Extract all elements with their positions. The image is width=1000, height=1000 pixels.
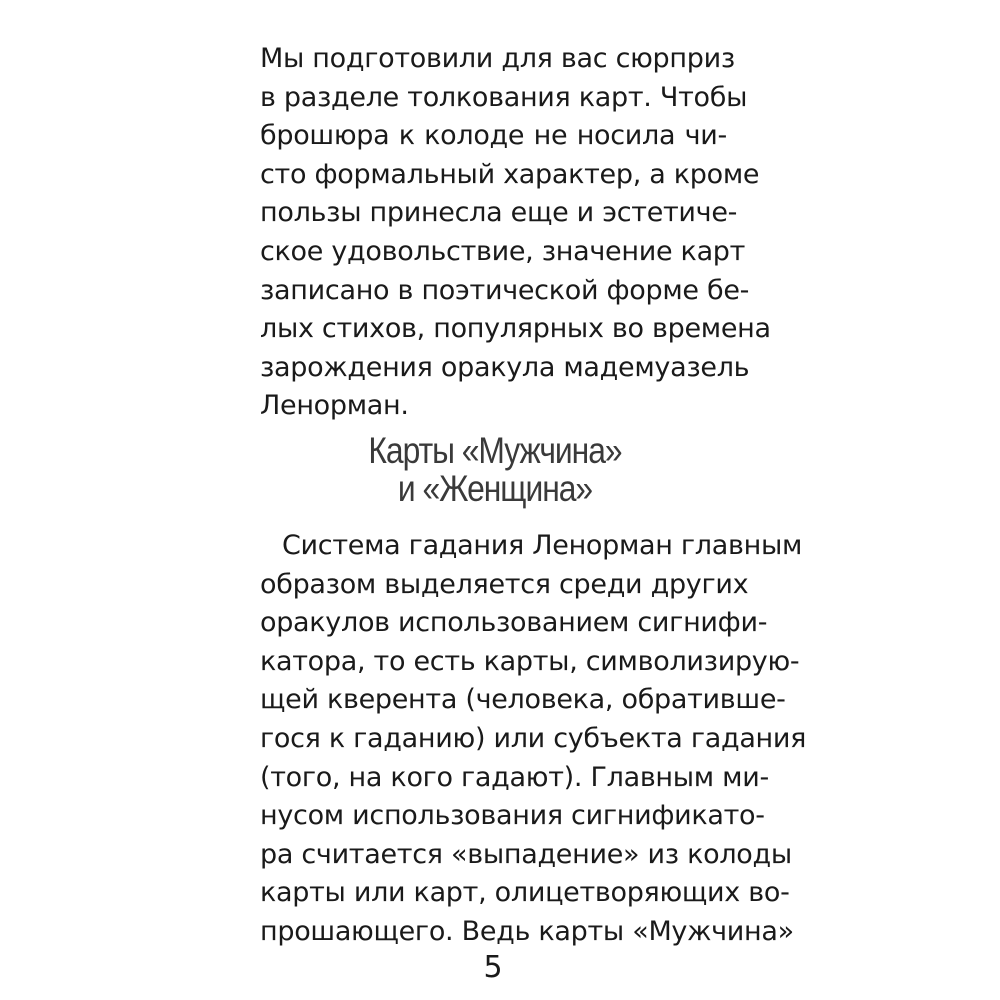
text-line: зарождения оракула мадемуазель — [260, 351, 750, 383]
heading-line: Карты «Мужчина» — [368, 430, 622, 471]
text-line: пользы принесла еще и эстетиче- — [260, 197, 738, 229]
text-line: брошюра к колоде не носила чи- — [260, 120, 727, 152]
heading-line: и «Женщина» — [397, 468, 593, 509]
text-line: Система гадания Ленорман главным — [282, 530, 803, 561]
text-line: ра считается «выпадение» из колоды — [260, 838, 792, 870]
section-heading — [293, 432, 697, 508]
text-line: записано в поэтической форме бе- — [260, 274, 750, 306]
text-line: Мы подготовили для вас сюрприз — [260, 43, 735, 74]
text-line: в разделе толкования карт. Чтобы — [260, 81, 748, 113]
text-line: ское удовольствие, значение карт — [260, 235, 746, 267]
page-number: 5 — [483, 950, 503, 985]
intro-paragraph — [260, 40, 771, 426]
text-line: гося к гаданию) или субъекта гадания — [260, 722, 807, 754]
text-line: катора, то есть карты, символизирую- — [260, 645, 800, 677]
text-line: карты или карт, олицетворяющих во- — [260, 877, 790, 909]
body-paragraph — [260, 527, 807, 952]
text-line: (того, на кого гадают). Главным ми- — [260, 761, 769, 793]
text-line: оракулов использованием сигнифи- — [260, 607, 768, 639]
text-line: Ленорман. — [260, 390, 409, 422]
text-line: прошающего. Ведь карты «Мужчина» — [260, 915, 794, 947]
text-line: нусом использования сигнификато- — [260, 800, 765, 832]
text-line: сто формальный характер, а кроме — [260, 158, 760, 190]
text-line: образом выделяется среди других — [260, 568, 749, 600]
text-line: щей кверента (человека, обративше- — [260, 684, 786, 716]
text-line: лых стихов, популярных во времена — [260, 313, 771, 345]
